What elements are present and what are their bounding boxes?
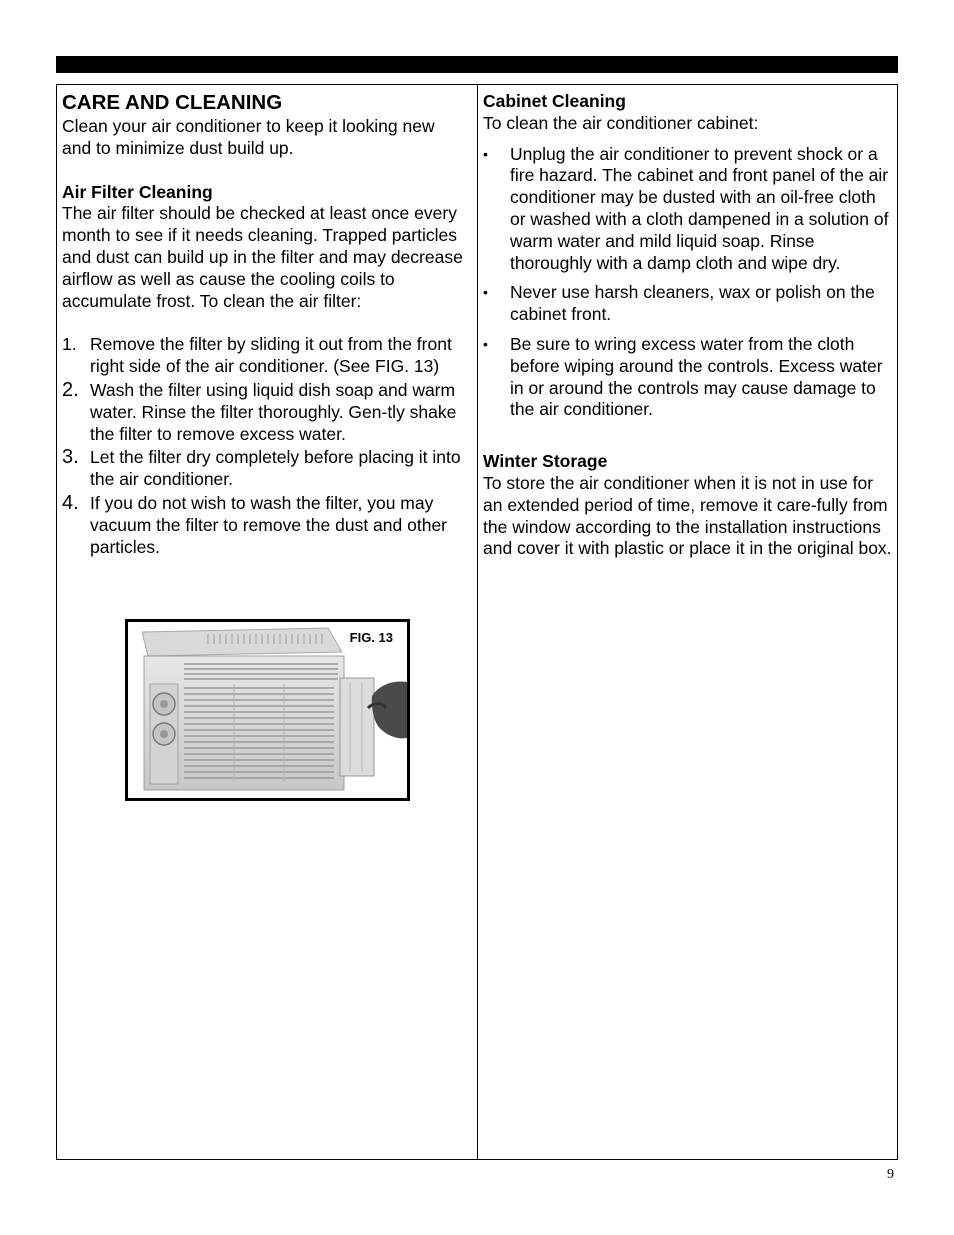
content-frame xyxy=(56,84,898,1160)
left-column xyxy=(62,85,467,560)
step-item xyxy=(62,334,467,378)
bullet-icon: • xyxy=(483,335,488,352)
intro-text: Clean your air conditioner to keep it looking new and to minimize dust build up. xyxy=(62,116,435,158)
bullet-item xyxy=(483,144,893,275)
bullet-item xyxy=(483,334,893,421)
bullet-text: Never use harsh cleaners, wax or polish on the cabinet front. xyxy=(510,282,875,325)
step-text: Let the filter dry completely before placing it into the air conditioner. xyxy=(90,447,461,490)
step-number: 2. xyxy=(62,378,79,401)
step-item xyxy=(62,447,467,491)
step-text: If you do not wish to wash the filter, you may vacuum the filter to remove the dust and other particles. xyxy=(90,492,447,557)
winter-text: To store the air conditioner when it is not in use for an extended period of time, remove it care-fully from the window according to the installation instructions and cover it with plastic or place it in the original box. xyxy=(483,472,892,559)
step-number: 1. xyxy=(62,334,77,355)
cabinet-heading: Cabinet Cleaning xyxy=(483,91,626,111)
figure-13 xyxy=(125,619,410,801)
bullet-text: Unplug the air conditioner to prevent shock or a fire hazard. The cabinet and front panel of the air conditioner may be dusted with an oil-free cloth or washed with a cloth dampened in a solution of warm water and mild liquid soap. Rinse thoroughly with a damp cloth and wipe dry. xyxy=(510,143,889,273)
figure-label: FIG. 13 xyxy=(349,630,393,645)
cabinet-intro: To clean the air conditioner cabinet: xyxy=(483,112,759,133)
bullet-icon: • xyxy=(483,284,488,301)
bullet-item xyxy=(483,282,893,326)
page-number: 9 xyxy=(887,1167,894,1182)
step-item xyxy=(62,493,467,558)
step-item xyxy=(62,380,467,445)
step-text: Remove the filter by sliding it out from the front right side of the air conditioner. (See FIG. 13) xyxy=(90,334,452,377)
header-bar xyxy=(56,56,898,73)
winter-heading: Winter Storage xyxy=(483,451,608,472)
right-column xyxy=(483,85,893,560)
cabinet-bullets xyxy=(483,144,893,422)
column-divider xyxy=(477,85,478,1159)
step-text: Wash the filter using liquid dish soap and warm water. Rinse the filter thoroughly. Gen-tly shake the filter to remove excess water. xyxy=(90,379,457,444)
bullet-text: Be sure to wring excess water from the cloth before wiping around the controls. Excess water in or around the controls may cause damage to the air conditioner. xyxy=(510,333,883,420)
bullet-icon: • xyxy=(483,145,488,162)
filter-heading: Air Filter Cleaning xyxy=(62,181,213,202)
filter-steps xyxy=(62,334,467,558)
filter-intro: The air filter should be checked at least once every month to see if it needs cleaning. Trapped particles and dust can build up in the filter and may decrease airflow as well as cause the cooling coils to accumulate frost. To clean the air filter: xyxy=(62,203,463,311)
air-conditioner-image xyxy=(128,622,407,798)
step-number: 3. xyxy=(62,446,79,469)
step-number: 4. xyxy=(62,491,79,514)
section-title: CARE AND CLEANING xyxy=(62,91,283,114)
